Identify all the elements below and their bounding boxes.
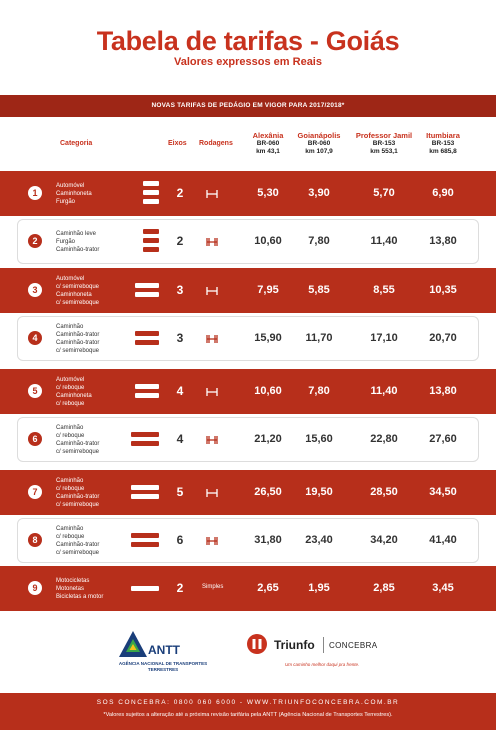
- table-row: [0, 470, 496, 515]
- category-number-badge: 6: [28, 432, 42, 446]
- truck-icon: [130, 532, 160, 540]
- truck-icon: [130, 493, 160, 501]
- wheel-type-text: Simples: [202, 584, 224, 590]
- triunfo-slogan: Um caminho melhor daqui pra frente.: [285, 662, 360, 667]
- table-row: [0, 566, 496, 611]
- axle-count: 3: [176, 331, 184, 345]
- antt-subtitle: AGÊNCIA NACIONAL DE TRANSPORTES TERRESTRES: [118, 661, 208, 672]
- footer-disclaimer: *Valores sujeitos a alteração até a próxima revisão tarifária pela ANTT (Agência Nacional de Transportes Terrestres).: [103, 712, 393, 718]
- column-header-plaza: [408, 131, 478, 156]
- car-icon: [134, 282, 160, 290]
- category-line: c/ semirreboque: [56, 550, 100, 556]
- single-wheel-icon: [205, 189, 219, 199]
- category-line: Caminhão leve: [56, 231, 97, 237]
- toll-price: 13,80: [429, 385, 457, 397]
- dual-wheel-icon: [205, 237, 219, 247]
- table-row: [0, 417, 496, 462]
- page-subtitle: Valores expressos em Reais: [174, 56, 322, 68]
- category-line: Caminhão-trator: [56, 340, 100, 346]
- toll-price: 1,95: [308, 582, 330, 594]
- single-wheel-icon: [205, 488, 219, 498]
- toll-price: 31,80: [254, 534, 282, 546]
- table-row: [0, 219, 496, 264]
- toll-price: 15,90: [254, 332, 282, 344]
- truck-icon: [134, 392, 160, 400]
- category-line: c/ reboque: [56, 385, 85, 391]
- car-icon: [142, 228, 160, 236]
- toll-price: 41,40: [429, 534, 457, 546]
- antt-name: ANTT: [148, 643, 180, 657]
- category-line: Caminhão-trator: [56, 332, 100, 338]
- footer-sos-contact: SOS CONCEBRA: 0800 060 6000 - WWW.TRIUNFOCONCEBRA.COM.BR: [96, 699, 400, 706]
- category-description: [56, 376, 92, 408]
- category-line: Caminhão: [56, 478, 84, 484]
- category-number-badge: 9: [28, 581, 42, 595]
- category-line: c/ reboque: [56, 401, 85, 407]
- toll-price: 22,80: [370, 433, 398, 445]
- axle-count: 2: [176, 581, 184, 595]
- category-number-badge: 1: [28, 186, 42, 200]
- truck-icon: [134, 383, 160, 391]
- category-line: c/ semirreboque: [56, 348, 100, 354]
- toll-price: 23,40: [305, 534, 333, 546]
- axle-count: 6: [176, 533, 184, 547]
- category-line: Caminhão: [56, 324, 84, 330]
- category-line: c/ reboque: [56, 433, 85, 439]
- dual-wheel-icon: [205, 435, 219, 445]
- toll-price: 11,40: [370, 385, 398, 397]
- footer: [0, 693, 496, 730]
- toll-price: 11,70: [305, 332, 333, 344]
- toll-price: 3,45: [432, 582, 454, 594]
- car-icon: [142, 189, 160, 197]
- axle-count: 4: [176, 384, 184, 398]
- toll-price: 10,60: [254, 235, 282, 247]
- category-line: Caminhoneta: [56, 393, 92, 399]
- truck-icon: [130, 431, 160, 439]
- single-wheel-icon: [205, 286, 219, 296]
- toll-price: 5,85: [308, 284, 330, 296]
- plaza-road: BR-060: [256, 140, 280, 147]
- plaza-road: BR-153: [372, 140, 396, 147]
- plaza-km: km 43,1: [256, 148, 280, 155]
- axle-count: 2: [176, 186, 184, 200]
- category-description: [56, 182, 92, 206]
- truck-icon: [130, 440, 160, 448]
- category-number-badge: 2: [28, 234, 42, 248]
- toll-price: 7,80: [308, 385, 330, 397]
- category-description: [56, 525, 99, 557]
- plaza-km: km 107,9: [305, 148, 333, 155]
- motorcycle-icon: [130, 585, 160, 593]
- category-number-badge: 8: [28, 533, 42, 547]
- category-line: c/ semirreboque: [56, 284, 100, 290]
- vehicle-icons: [130, 227, 160, 255]
- truck-icon: [130, 484, 160, 492]
- antt-triangle-icon: [118, 630, 148, 658]
- category-line: c/ reboque: [56, 534, 85, 540]
- category-description: [56, 230, 99, 254]
- triunfo-mark-icon: [247, 634, 267, 654]
- category-number-badge: 7: [28, 485, 42, 499]
- vehicle-icons: [130, 179, 160, 207]
- table-row: [0, 268, 496, 313]
- axle-count: 2: [176, 234, 184, 248]
- column-header-rodagens: Rodagens: [199, 140, 233, 147]
- toll-price: 8,55: [373, 284, 395, 296]
- category-line: Motocicletas: [56, 578, 90, 584]
- toll-price: 15,60: [305, 433, 333, 445]
- axle-count: 3: [176, 283, 184, 297]
- category-line: Caminhão: [56, 425, 84, 431]
- vehicle-icons: [130, 430, 160, 449]
- category-line: Furgão: [56, 199, 76, 205]
- category-line: Caminhão-trator: [56, 441, 100, 447]
- triunfo-name: Triunfo: [274, 638, 315, 652]
- axle-count: 5: [176, 485, 184, 499]
- category-line: Caminhão-trator: [56, 542, 100, 548]
- toll-price: 34,50: [429, 486, 457, 498]
- column-header-plaza: [284, 131, 354, 156]
- toll-price: 7,80: [308, 235, 330, 247]
- car-icon: [142, 246, 160, 254]
- category-number-badge: 5: [28, 384, 42, 398]
- category-line: c/ reboque: [56, 486, 85, 492]
- category-line: c/ semirreboque: [56, 449, 100, 455]
- logos-area: [0, 630, 496, 675]
- toll-price: 2,85: [373, 582, 395, 594]
- toll-price: 5,70: [373, 187, 395, 199]
- toll-price: 21,20: [254, 433, 282, 445]
- category-line: c/ semirreboque: [56, 300, 100, 306]
- tariff-banner: NOVAS TARIFAS DE PEDÁGIO EM VIGOR PARA 2017/2018*: [0, 95, 496, 117]
- car-icon: [134, 291, 160, 299]
- column-header-categoria: Categoria: [60, 140, 93, 147]
- category-description: [56, 323, 99, 355]
- toll-price: 5,30: [257, 187, 279, 199]
- category-number-badge: 3: [28, 283, 42, 297]
- toll-price: 28,50: [370, 486, 398, 498]
- plaza-km: km 553,1: [370, 148, 398, 155]
- toll-price: 20,70: [429, 332, 457, 344]
- toll-price: 13,80: [429, 235, 457, 247]
- car-icon: [142, 198, 160, 206]
- logo-separator: [323, 637, 324, 653]
- category-description: [56, 477, 99, 509]
- plaza-name: Itumbiara: [426, 131, 460, 140]
- car-icon: [142, 237, 160, 245]
- toll-price: 26,50: [254, 486, 282, 498]
- plaza-name: Goianápolis: [297, 131, 341, 140]
- category-line: Caminhão-trator: [56, 494, 100, 500]
- category-line: Caminhão: [56, 526, 84, 532]
- table-row: [0, 369, 496, 414]
- truck-icon: [134, 330, 160, 338]
- truck-icon: [130, 541, 160, 549]
- table-row: [0, 518, 496, 563]
- category-line: Caminhão-trator: [56, 247, 100, 253]
- plaza-km: km 685,8: [429, 148, 457, 155]
- category-description: [56, 424, 99, 456]
- category-line: Caminhoneta: [56, 292, 92, 298]
- category-line: Automóvel: [56, 276, 85, 282]
- vehicle-icons: [130, 483, 160, 502]
- toll-price: 27,60: [429, 433, 457, 445]
- page-title: Tabela de tarifas - Goiás: [96, 26, 400, 56]
- category-line: Automóvel: [56, 377, 85, 383]
- single-wheel-icon: [205, 387, 219, 397]
- category-description: [56, 275, 99, 307]
- toll-price: 3,90: [308, 187, 330, 199]
- toll-price: 10,35: [429, 284, 457, 296]
- vehicle-icons: [130, 329, 160, 348]
- concebra-name: CONCEBRA: [329, 641, 378, 650]
- toll-price: 19,50: [305, 486, 333, 498]
- plaza-road: BR-153: [431, 140, 455, 147]
- category-number-badge: 4: [28, 331, 42, 345]
- category-line: Motonetas: [56, 586, 85, 592]
- category-line: Bicicletas a motor: [56, 594, 104, 600]
- toll-price: 6,90: [432, 187, 454, 199]
- plaza-name: Alexânia: [252, 131, 284, 140]
- truck-icon: [134, 339, 160, 347]
- column-header-eixos: Eixos: [168, 140, 187, 147]
- car-icon: [142, 180, 160, 188]
- category-line: Furgão: [56, 239, 76, 245]
- table-row: [0, 316, 496, 361]
- dual-wheel-icon: [205, 536, 219, 546]
- toll-price: 10,60: [254, 385, 282, 397]
- vehicle-icons: [130, 584, 160, 594]
- toll-price: 34,20: [370, 534, 398, 546]
- axle-count: 4: [176, 432, 184, 446]
- category-line: Automóvel: [56, 183, 85, 189]
- category-description: [56, 577, 103, 601]
- category-line: Caminhoneta: [56, 191, 92, 197]
- toll-price: 17,10: [370, 332, 398, 344]
- toll-price: 7,95: [257, 284, 279, 296]
- toll-price: 2,65: [257, 582, 279, 594]
- table-row: [0, 171, 496, 216]
- category-line: c/ semirreboque: [56, 502, 100, 508]
- toll-price: 11,40: [370, 235, 398, 247]
- vehicle-icons: [130, 382, 160, 401]
- plaza-name: Professor Jamil: [355, 131, 413, 140]
- vehicle-icons: [130, 531, 160, 550]
- plaza-road: BR-060: [307, 140, 331, 147]
- vehicle-icons: [130, 281, 160, 300]
- dual-wheel-icon: [205, 334, 219, 344]
